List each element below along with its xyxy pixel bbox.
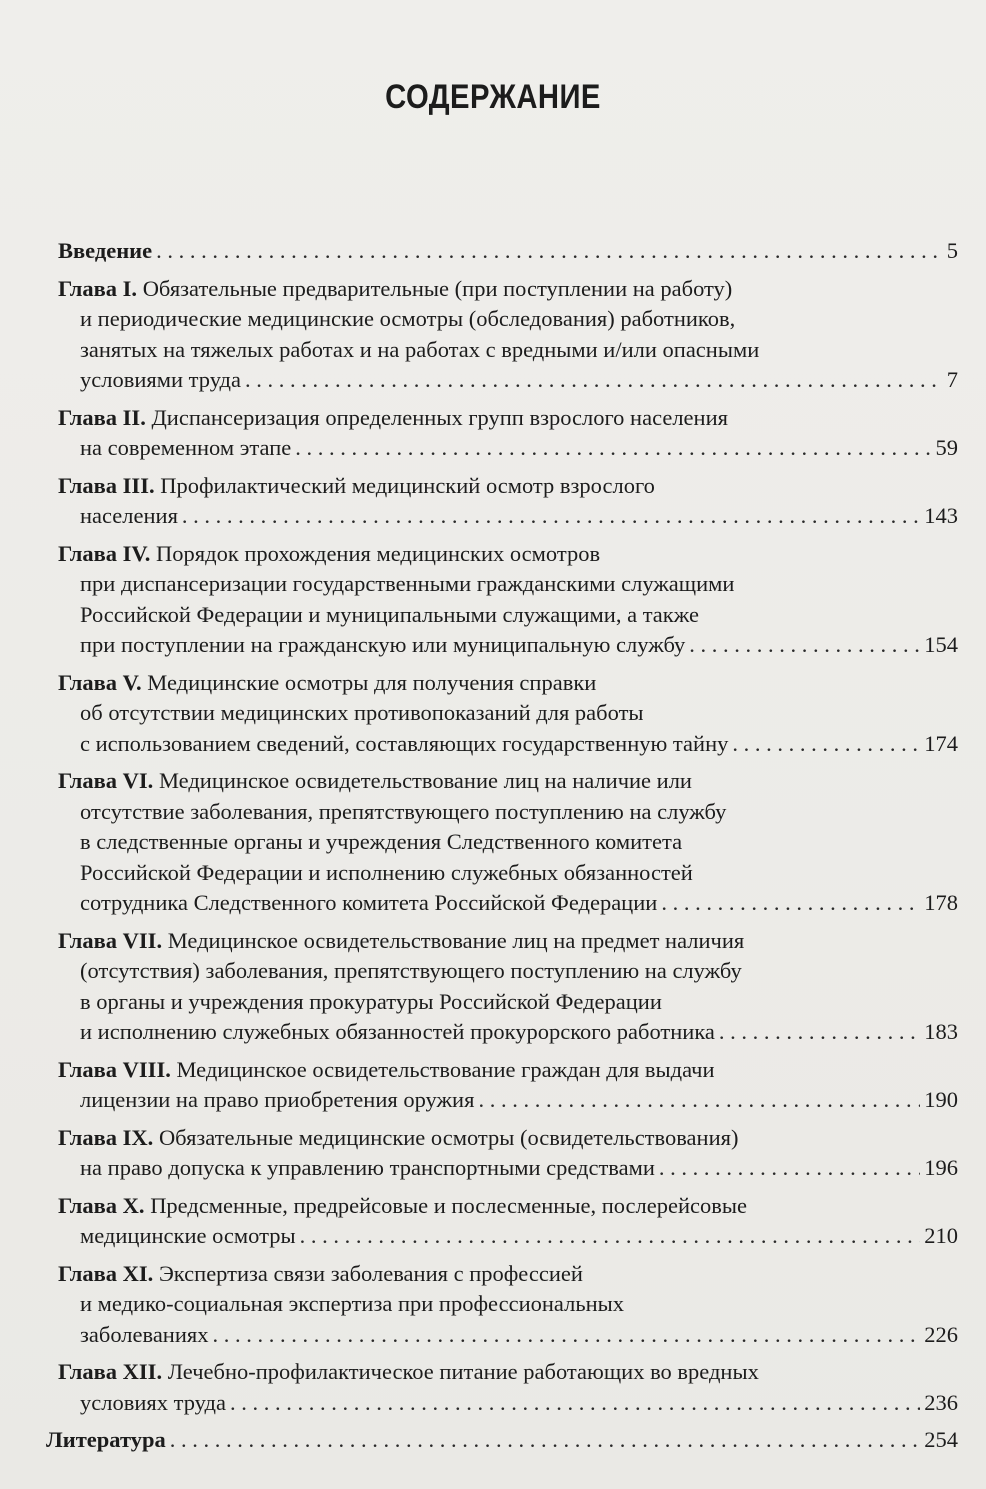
toc-entry-text: Российской Федерации и исполнению служебных обязанностей <box>80 859 693 885</box>
toc-entry-text: медицинские осмотры <box>80 1223 296 1248</box>
dot-leader <box>659 1153 920 1184</box>
dot-leader <box>719 1017 920 1048</box>
toc-page-number: 210 <box>924 1223 958 1248</box>
toc-entry-text: на право допуска к управлению транспортными средствами <box>80 1155 655 1180</box>
toc-entry-text: сотрудника Следственного комитета Российской Федерации <box>80 890 658 915</box>
toc-entry-chapter-12 <box>58 1357 958 1418</box>
table-of-contents <box>46 236 958 1456</box>
toc-entry-text: условиях труда <box>80 1389 226 1415</box>
toc-entry-text: условиями труда <box>80 367 241 392</box>
toc-page-number: 59 <box>935 435 958 460</box>
dot-leader <box>732 729 920 760</box>
toc-entry-heading: Глава IV. <box>58 540 151 566</box>
toc-entry-text: Лечебно-профилактическое питание работающих во вредных <box>167 1359 759 1384</box>
toc-entry-text: занятых на тяжелых работах и на работах с вредными и/или опасными <box>80 336 760 362</box>
toc-entry-text: Медицинские осмотры для получения справки <box>147 669 597 695</box>
toc-entry-text: Медицинское освидетельствование лиц на наличие или <box>158 768 692 793</box>
toc-entry-text: Предсменные, предрейсовые и послесменные, послерейсовые <box>150 1192 747 1218</box>
toc-entry-chapter-1 <box>58 274 958 396</box>
toc-entry-text: Порядок прохождения медицинских осмотров <box>156 540 601 566</box>
toc-entry-heading: Глава I. <box>58 275 138 301</box>
toc-entry-heading: Литература <box>46 1427 166 1452</box>
toc-page-number: 143 <box>924 503 958 528</box>
toc-entry-text: Медицинское освидетельствование лиц на предмет наличия <box>167 927 745 953</box>
toc-entry-text: в следственные органы и учреждения Следственного комитета <box>80 829 683 854</box>
toc-entry-text: Обязательные предварительные (при поступлении на работу) <box>142 275 733 301</box>
toc-entry-chapter-2 <box>58 403 958 464</box>
toc-page-number: 178 <box>924 890 958 915</box>
toc-entry-heading: Глава IX. <box>58 1124 154 1150</box>
toc-entry-chapter-10 <box>58 1191 958 1252</box>
toc-entry-text: Диспансеризация определенных групп взрослого населения <box>151 404 728 430</box>
toc-entry-heading: Глава XI. <box>58 1260 154 1286</box>
dot-leader <box>295 433 931 464</box>
toc-entry-heading: Глава II. <box>58 404 146 430</box>
toc-page-number: 226 <box>924 1321 958 1347</box>
toc-entry-chapter-3 <box>58 471 958 532</box>
dot-leader <box>478 1085 920 1116</box>
toc-entry-text: Обязательные медицинские осмотры (освидетельствования) <box>158 1124 739 1150</box>
toc-entry-text: лицензии на право приобретения оружия <box>80 1087 475 1112</box>
toc-entry-text: Профилактический медицинский осмотр взрослого <box>160 472 655 498</box>
toc-entry-heading: Глава VIII. <box>58 1056 171 1082</box>
toc-page-number: 190 <box>924 1087 958 1112</box>
toc-entry-text: Российской Федерации и муниципальными служащими, а также <box>80 601 699 627</box>
toc-entry-heading: Глава VII. <box>58 927 163 953</box>
dot-leader <box>213 1320 921 1351</box>
toc-entry-text: при поступлении на гражданскую или муниципальную службу <box>80 632 686 657</box>
dot-leader <box>230 1388 920 1419</box>
dot-leader <box>156 236 943 267</box>
toc-entry-chapter-8 <box>58 1055 958 1116</box>
toc-entry-text: в органы и учреждения прокуратуры Российской Федерации <box>80 988 662 1014</box>
toc-entry-heading: Глава X. <box>58 1192 145 1218</box>
toc-entry-heading: Глава XII. <box>58 1359 163 1384</box>
toc-entry-text: Медицинское освидетельствование граждан для выдачи <box>176 1056 715 1082</box>
toc-entry-text: при диспансеризации государственными гражданскими служащими <box>80 571 735 596</box>
toc-entry-chapter-9 <box>58 1123 958 1184</box>
toc-entry-text: и исполнению служебных обязанностей прокурорского работника <box>80 1019 715 1044</box>
toc-entry-text: и периодические медицинские осмотры (обследования) работников, <box>80 306 736 331</box>
dot-leader <box>170 1425 921 1456</box>
toc-entry-text: с использованием сведений, составляющих государственную тайну <box>80 730 729 756</box>
dot-leader <box>245 365 943 396</box>
toc-entry-introduction <box>58 236 958 267</box>
toc-entry-literature <box>46 1425 958 1456</box>
toc-page-number: 196 <box>924 1155 958 1180</box>
toc-entry-chapter-5 <box>58 668 958 760</box>
toc-page-number: 174 <box>924 730 958 756</box>
toc-entry-heading: Глава V. <box>58 669 142 695</box>
toc-page-number: 183 <box>924 1019 958 1044</box>
page-title: СОДЕРЖАНИЕ <box>385 78 601 116</box>
toc-entry-text: об отсутствии медицинских противопоказаний для работы <box>80 700 644 725</box>
toc-entry-text: населения <box>80 503 178 528</box>
toc-entry-chapter-6 <box>58 766 958 919</box>
toc-entry-text: заболеваниях <box>80 1321 209 1347</box>
dot-leader <box>300 1221 921 1252</box>
toc-entry-heading: Глава VI. <box>58 768 154 793</box>
toc-page-number: 254 <box>924 1427 958 1452</box>
toc-page-number: 236 <box>924 1389 958 1415</box>
toc-entry-heading: Глава III. <box>58 472 155 498</box>
toc-entry-heading: Введение <box>58 238 153 263</box>
toc-entry-text: Экспертиза связи заболевания с профессией <box>158 1260 583 1286</box>
toc-entry-text: на современном этапе <box>80 435 292 460</box>
toc-entry-text: отсутствие заболевания, препятствующего поступлению на службу <box>80 798 727 824</box>
toc-entry-text: (отсутствия) заболевания, препятствующего поступлению на службу <box>80 958 742 983</box>
toc-page-number: 7 <box>946 367 958 392</box>
toc-entry-text: и медико-социальная экспертиза при профессиональных <box>80 1291 624 1316</box>
toc-page-number: 154 <box>924 632 958 657</box>
toc-entry-chapter-7 <box>58 926 958 1048</box>
dot-leader <box>182 501 920 532</box>
toc-entry-chapter-11 <box>58 1259 958 1351</box>
toc-page-number: 5 <box>946 238 958 263</box>
toc-entry-chapter-4 <box>58 539 958 661</box>
dot-leader <box>689 630 920 661</box>
dot-leader <box>661 888 920 919</box>
